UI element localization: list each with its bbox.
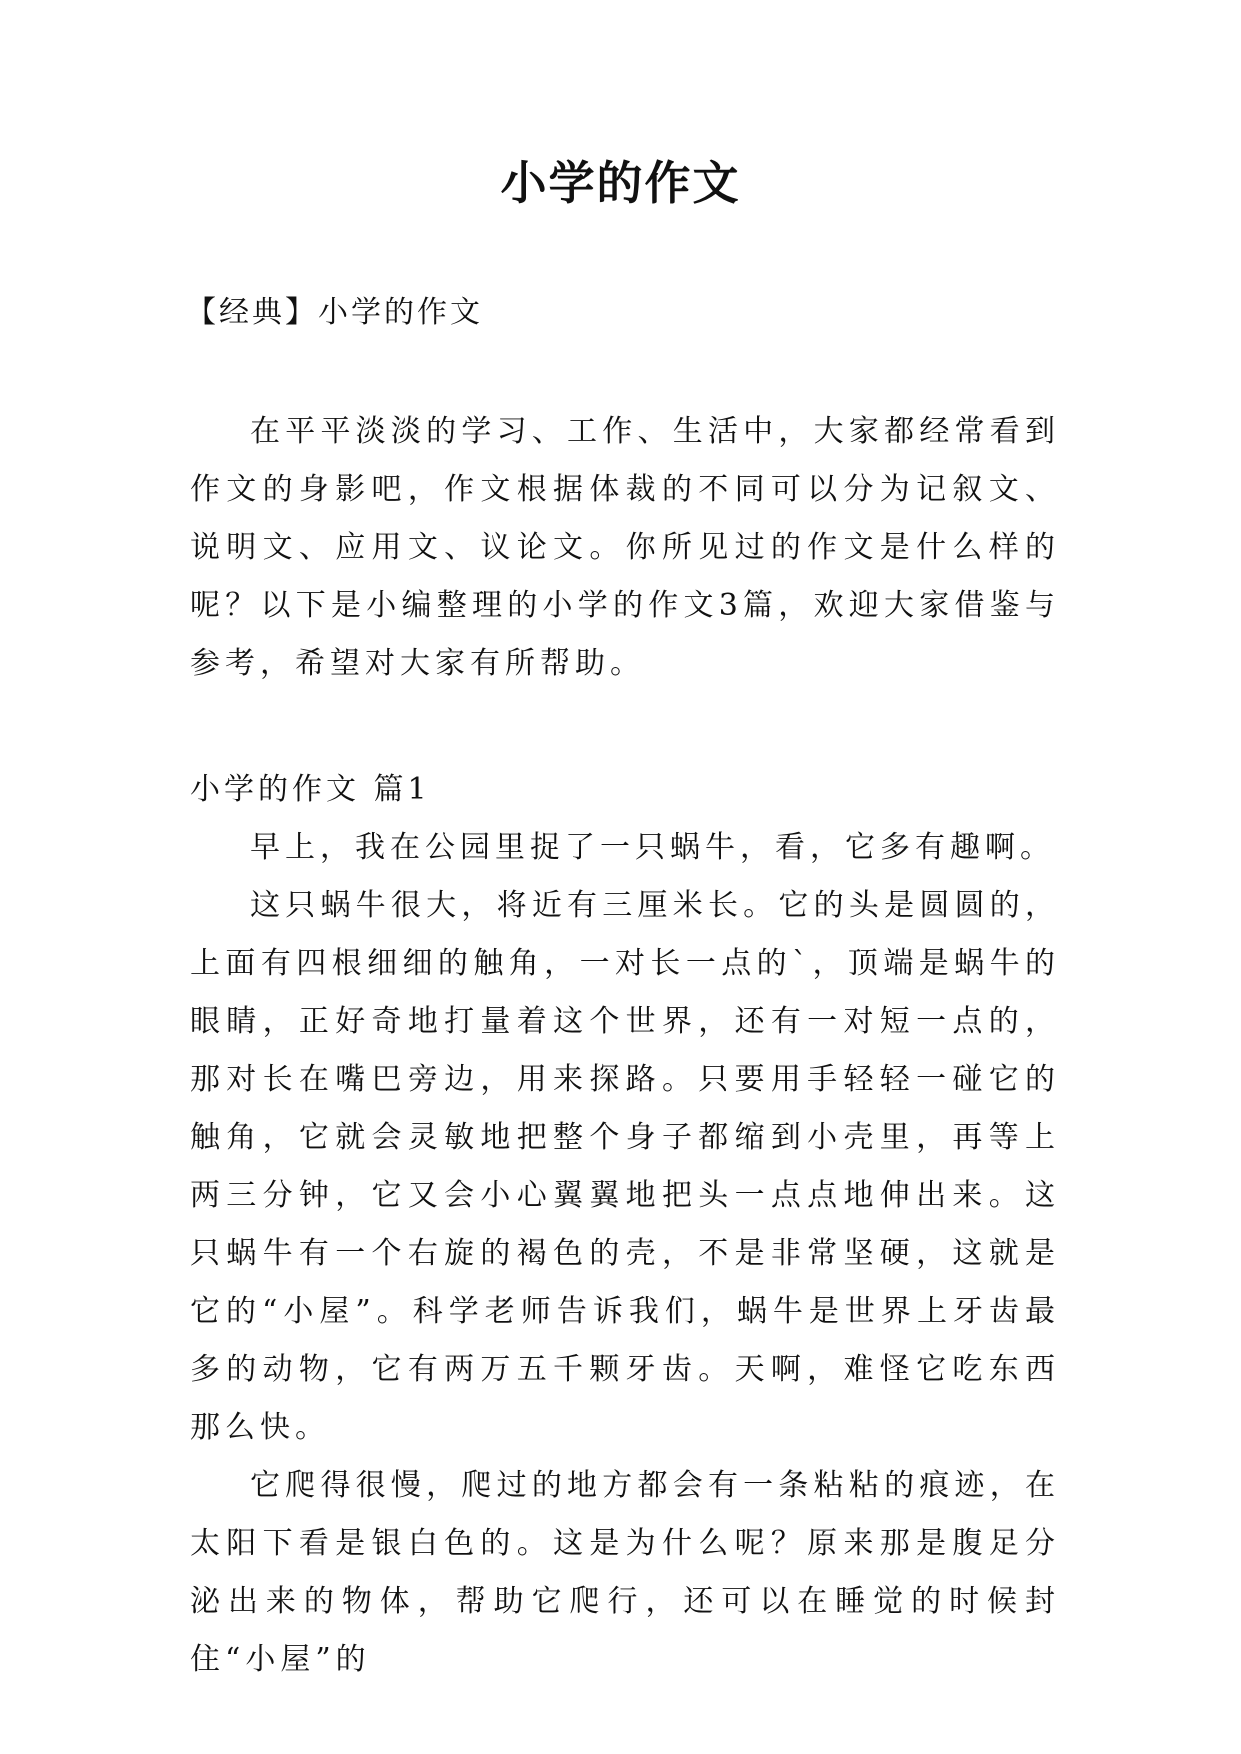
essay-section	[190, 819, 1060, 1689]
intro-section	[190, 403, 1060, 693]
section-heading: 小学的作文 篇1	[190, 772, 431, 807]
document-subtitle: 【经典】小学的作文	[186, 295, 483, 330]
essay-paragraph: 它爬得很慢，爬过的地方都会有一条粘粘的痕迹，在太阳下看是银白色的。这是为什么呢？原来那是腹足分泌出来的物体，帮助它爬行，还可以在睡觉的时候封住“小屋”的	[190, 1468, 1060, 1677]
document-title: 小学的作文	[500, 156, 741, 210]
essay-paragraph: 早上，我在公园里捉了一只蜗牛，看，它多有趣啊。	[250, 830, 1055, 865]
essay-paragraph: 这只蜗牛很大，将近有三厘米长。它的头是圆圆的，上面有四根细细的触角，一对长一点的`，顶端是蜗牛的眼睛，正好奇地打量着这个世界，还有一对短一点的，那对长在嘴巴旁边，用来探路。只要用手轻轻一碰它的触角，它就会灵敏地把整个身子都缩到小壳里，再等上两三分钟，它又会小心翼翼地把头一点点地伸出来。这只蜗牛有一个右旋的褐色的壳，不是非常坚硬，这就是它的“小屋”。科学老师告诉我们，蜗牛是世界上牙齿最多的动物，它有两万五千颗牙齿。天啊，难怪它吃东西那么快。	[190, 888, 1060, 1445]
intro-paragraph: 在平平淡淡的学习、工作、生活中，大家都经常看到作文的身影吧，作文根据体裁的不同可以分为记叙文、说明文、应用文、议论文。你所见过的作文是什么样的呢？以下是小编整理的小学的作文3篇，欢迎大家借鉴与参考，希望对大家有所帮助。	[190, 414, 1060, 681]
